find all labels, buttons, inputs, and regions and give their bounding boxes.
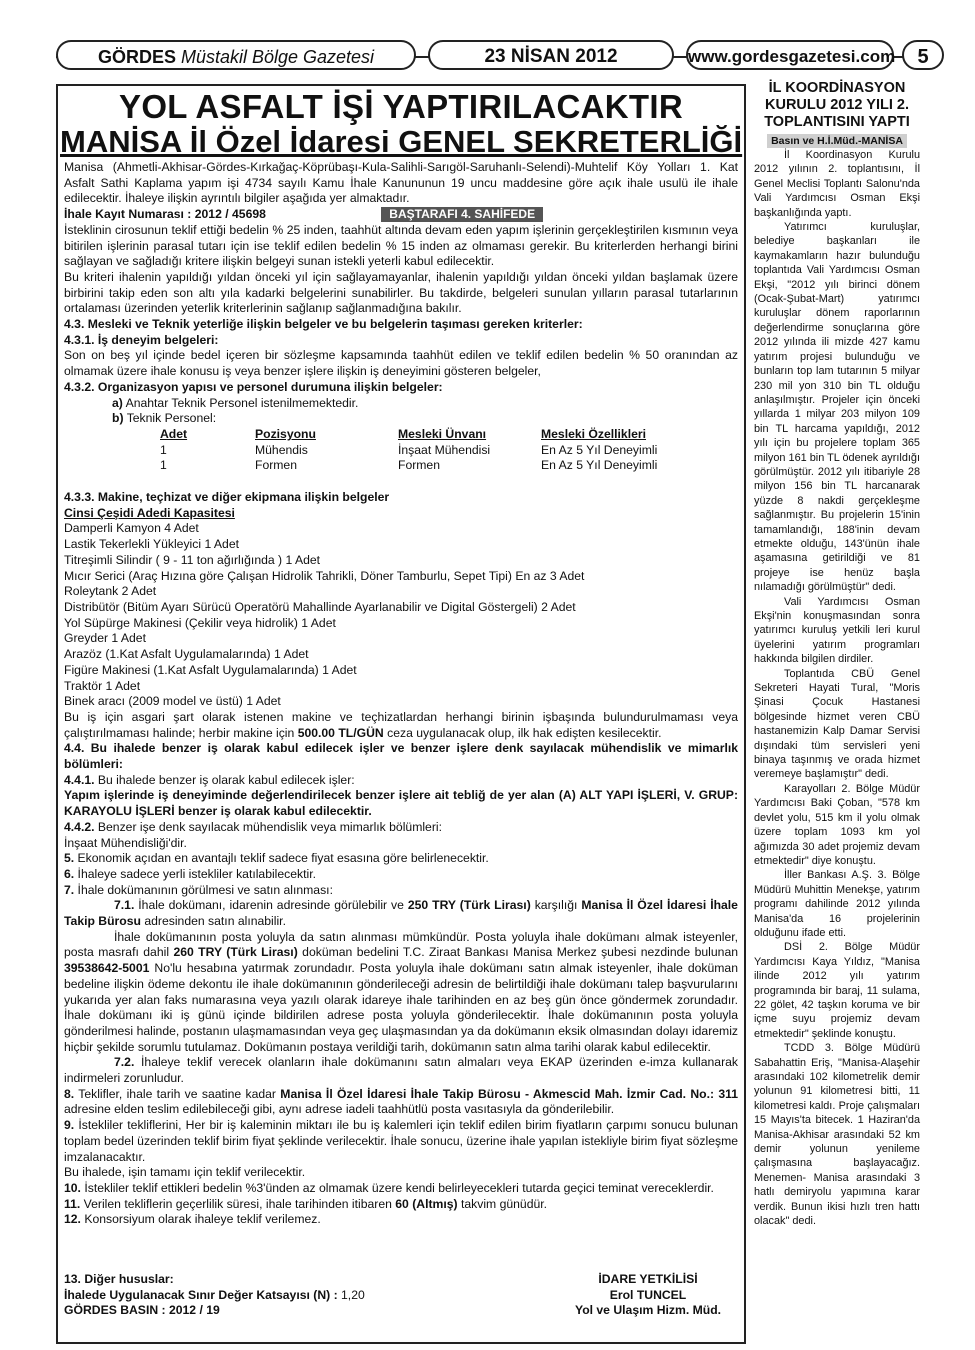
list-item: Mıcır Serici (Araç Hızına göre Çalışan Hidrolik Tahrikli, Döner Tamburlu, Sepet Tipi) En az 3 Adet bbox=[64, 568, 585, 583]
postal-c: No'lu hesabına yatırmak zorundadır. Posta yoluyla ihale dokümanı satın almak isteyenler, ihale doküman bedeline ilişkin ödeme dekontu ile ihale dokümanının gönderileceği adresin de belirtildiği ihale dokümanı talep başvurularını yukarıda yer alan faks numarasına veya yazılı olarak idareye ihale tarihinden en az beş gün önce göndermek zorundadır. İhale dokümanı iki iş günü içinde bildirilen adrese posta yoluyla gönderilecektir. İhale dokümanının posta yoluyla gönderilmesi halinde, postanın ulaşmamasından veya geç ulaşmasından ya da dokümanın eksik olmasından dolayı idaremiz hiçbir şekilde sorumlu tutulamaz. Dokümanın postaya verildiği tarih, dokümanın satın alma tarihi olarak kabul edilecektir. bbox=[64, 961, 738, 1054]
postal-fee: 260 TRY (Türk Lirası) bbox=[173, 945, 298, 960]
item-b-text: Teknik Personel: bbox=[126, 411, 217, 426]
list-item: Titreşimli Silindir ( 9 - 11 ton ağırlığında ) 1 Adet bbox=[64, 552, 321, 567]
continued-badge: BAŞTARAFI 4. SAHİFEDE bbox=[381, 207, 543, 222]
paragraph-criteria: Bu kriteri ihalenin yapıldığı yıldan önceki yıl için sağlayamayanlar, ihalenin yapıldığı yıldan önceki yıldan başlamak üzere birbirini takip eden son altı yıla kadarki belgelerini sunabilirler. Bu takdirde, belgeleri sunulan yılların parasal tutarlarının ortalaması üzerinden yeterlik kriterlerinin sağlanıp sağlanmadığına bakılır. bbox=[64, 269, 738, 316]
list-item: Distribütör (Bitüm Ayarı Sürücü Operatörü Mahallinde Ayarlanabilir ve Digital Göstergeli) 2 Adet bbox=[64, 599, 576, 614]
table-cell: 1 bbox=[160, 458, 167, 473]
side-paragraph: Vali Yardımcısı Osman Ekşi'nin konuşmasından sonra yatırımcı kuruluş yetkili leri kurul üyelerini yatırım programları hakkında bilgilen dirdiler. bbox=[754, 595, 920, 666]
table-cell: En Az 5 Yıl Deneyimli bbox=[541, 442, 658, 457]
issue-date: 23 NİSAN 2012 bbox=[428, 40, 674, 70]
registration-number: : 2012 / 45698 bbox=[187, 207, 266, 222]
item-b bbox=[64, 411, 738, 427]
bank-account: 39538642-5001 bbox=[64, 961, 150, 976]
item-a-text: Anahtar Teknik Personel istenilmemektedir. bbox=[125, 395, 359, 410]
side-article-title: İL KOORDİNASYON KURULU 2012 YILI 2. TOPLANTISINI YAPTI bbox=[764, 80, 910, 130]
postal-paragraph bbox=[64, 930, 738, 1056]
penalty-paragraph bbox=[64, 710, 738, 741]
table-cell: 1 bbox=[160, 442, 167, 457]
item-5 bbox=[64, 851, 738, 867]
item-6 bbox=[64, 867, 738, 883]
item-12 bbox=[64, 1212, 738, 1228]
side-byline-wrap bbox=[754, 131, 920, 149]
paper-name-rest: Müstakil Bölge Gazetesi bbox=[180, 47, 375, 67]
page-header bbox=[56, 40, 929, 74]
signature-role: Yol ve Ulaşım Hizm. Müd. bbox=[574, 1303, 722, 1318]
item-9-text: İstekliler tekliflerini, Her bir iş kaleminin miktarı ile bu iş kalemleri için teklif edilen birim fiyatların çarpımı sonucu bulunan toplam bedel üzerinden teklif birim fiyat şeklinde verilecektir. İhale sonucu, üzerine ihale yapılan istekliyle birim fiyat sözleşme imzalanacaktır. bbox=[64, 1118, 739, 1164]
item-9-num: 9. bbox=[64, 1118, 75, 1133]
staff-col-count: Adet bbox=[160, 426, 188, 441]
item-6-text: İhaleye sadece yerli istekliler katılabilecektir. bbox=[74, 866, 316, 881]
item-7-2-text: İhaleye teklif verecek olanların ihale dokümanını satın almaları veya EKAP üzerinden e-imza kullanarak indirmeleri zorunludur. bbox=[64, 1055, 738, 1086]
item-7-1 bbox=[64, 898, 738, 929]
side-paragraph: İller Bankası A.Ş. 3. Bölge Müdürü Muhittin Menekşe, yatırım programı dahilinde 2012 yılında Manisa'da 16 projelerinin olduğunu ifade etti. bbox=[754, 869, 920, 939]
item-11-b: takvim günüdür. bbox=[457, 1196, 548, 1211]
penalty-amount: 500.00 TL/GÜN bbox=[297, 725, 384, 740]
registration-label: İhale Kayıt Numarası bbox=[64, 207, 184, 222]
item-11-a: Verilen tekliflerin geçerlilik süresi, ihale tarihinden itibaren bbox=[80, 1196, 396, 1211]
penalty-pre: Bu iş için asgari şart olarak istenen makine ve teçhizatlardan herhangi birinin işbaşında bulundurulmaması veya çalıştırılmaması halinde; herbir makine için bbox=[64, 709, 738, 740]
item-6-num: 6. bbox=[64, 866, 75, 881]
item-7-1-b: karşılığı bbox=[530, 898, 582, 913]
item-7 bbox=[64, 883, 738, 899]
staff-col-qualification: Mesleki Özellikleri bbox=[541, 426, 647, 441]
staff-col-position: Pozisyonu bbox=[255, 426, 316, 441]
table-row bbox=[160, 458, 701, 474]
item-5-text: Ekonomik açıdan en avantajlı teklif sadece fiyat esasına göre belirlenecektir. bbox=[74, 851, 489, 866]
item-10 bbox=[64, 1181, 738, 1197]
item-13: 13. Diğer hususlar: bbox=[64, 1272, 174, 1286]
side-paragraph: TCDD 3. Bölge Müdürü Sabahattin Eriş, "Manisa-Alaşehir arasındaki 102 kilometrelik demir yolunun 91 kilometresi bitti, 11 kilometresi kaldı. Proje çalışmaları 15 Mayıs'ta bitecek. 1 Haziran'da Manisa-Akhisar arasındaki 52 km demir yolunun yenileme çalışmasına başlayacağız. Menemen- Manisa arasındaki 3 hatlı demiryolu yapımına karar verdik. Bunun ikisi hızlı tren hattı olacak" dedi. bbox=[754, 1042, 920, 1228]
item-7-1-a: İhale dokümanı, idarenin adresinde görülebilir ve bbox=[134, 898, 408, 913]
item-4-4-2-value: İnşaat Mühendisliği'dir. bbox=[64, 835, 187, 850]
item-7-1-num: 7.1. bbox=[114, 898, 135, 913]
list-item: Damperli Kamyon 4 Adet bbox=[64, 521, 199, 536]
similar-work-paragraph: Yapım işlerinde iş deneyiminde değerlendirilecek benzer işlere ait tebliğ de yer alan (A) ALT YAPI İŞLERİ, V. GRUP: KARAYOLU İŞLERİ benzer iş olarak kabul edilecektir. bbox=[64, 788, 738, 819]
item-a-label: a) bbox=[112, 395, 123, 410]
tender-office: Manisa İl Özel İdaresi İhale Takip Bürosu bbox=[64, 898, 738, 929]
table-cell: İnşaat Mühendisi bbox=[398, 442, 491, 457]
side-article bbox=[754, 80, 920, 1228]
item-7-2 bbox=[64, 1055, 738, 1086]
item-7-num: 7. bbox=[64, 882, 75, 897]
item-4-4-2-text: Benzer işe denk sayılacak mühendislik veya mimarlık bölümleri: bbox=[94, 819, 442, 834]
list-item: Arazöz (1.Kat Asfalt Uygulamalarında) 1 Adet bbox=[64, 647, 309, 662]
list-item: Yol Süpürge Makinesi (Çekilir veya hidrolik) 1 Adet bbox=[64, 615, 336, 630]
heading-4-3-1: 4.3.1. İş deneyim belgeleri: bbox=[64, 332, 219, 347]
signature-block bbox=[558, 1272, 738, 1319]
list-item: Traktör 1 Adet bbox=[64, 678, 141, 693]
staff-table bbox=[160, 427, 701, 474]
item-8-b: adresine elden teslim edilebileceği gibi, aynı adrese iadeli taahhütlü posta vasıtasıyla da gönderilebilir. bbox=[64, 1102, 615, 1117]
item-7-2-num: 7.2. bbox=[114, 1055, 135, 1070]
coefficient-label: İhalede Uygulanacak Sınır Değer Katsayısı (N) : bbox=[64, 1287, 338, 1302]
item-8-a: Teklifler, ihale tarih ve saatine kadar bbox=[74, 1086, 281, 1101]
signature-title: İDARE YETKİLİSİ bbox=[598, 1272, 698, 1286]
press-code: GÖRDES BASIN : 2012 / 19 bbox=[64, 1303, 220, 1318]
item-4-4-1-text: Bu ihalede benzer iş olarak kabul edilecek işler: bbox=[94, 772, 355, 787]
item-9 bbox=[64, 1118, 738, 1165]
item-10-text: İstekliler teklif ettikleri bedelin %3'ünden az olmamak üzere kendi belirleyecekleri tutarda geçici teminat vereceklerdir. bbox=[80, 1181, 714, 1195]
paragraph-turnover: İsteklinin cirosunun teklif ettiği bedelin % 25 inden, taahhüt altında devam eden yapım işlerinin gerçekleştirilen kısmının veya bitirilen işlerinin parasal tutarı için ise teklif edilen bedelin % 15 inden az olmaması gerekir. Bu kriterlerden herhangi birini sağlayan ve sağladığı kritere ilişkin belgeyi sunan istekli yeterli kabul edilecektir. bbox=[64, 222, 738, 269]
equipment-header: Cinsi Çeşidi Adedi Kapasitesi bbox=[64, 505, 235, 520]
article-body bbox=[64, 160, 738, 1228]
staff-col-title: Mesleki Ünvanı bbox=[398, 426, 487, 441]
penalty-post: ceza uygulanacak olup, ilk hak edişten kesilecektir. bbox=[383, 725, 662, 740]
table-cell: Mühendis bbox=[255, 442, 308, 457]
article-subtitle: MANİSA İl Özel İdaresi GENEL SEKRETERLİĞİ bbox=[60, 124, 743, 159]
page-number: 5 bbox=[902, 40, 944, 70]
side-paragraph: Karayolları 2. Bölge Müdür Yardımcısı Baki Çoban, "578 km devlet yolu, 515 km il yolu olmak üzere toplam 1093 km yol ağımızda 30 adet projemiz devam etmektedir" diye konuştu. bbox=[754, 782, 920, 867]
list-item: Roleytank 2 Adet bbox=[64, 584, 157, 599]
side-paragraph: DSİ 2. Bölge Müdür Yardımcısı Kaya Yıldız, "Manisa ilinde 2012 yılı yatırım programında bir baraj, 11 sulama, 22 gölet, 42 taşkın koruma ve bir içme suyu projemiz devam etmektedir" şeklinde konuştu. bbox=[754, 941, 920, 1040]
item-4-4-2 bbox=[64, 820, 738, 836]
footer-left bbox=[64, 1272, 534, 1319]
coefficient-value: 1,20 bbox=[337, 1287, 365, 1302]
item-5-num: 5. bbox=[64, 851, 75, 866]
item-12-num: 12. bbox=[64, 1212, 81, 1227]
coefficient-line bbox=[64, 1288, 534, 1304]
paper-name bbox=[56, 40, 416, 70]
table-cell: Formen bbox=[255, 458, 297, 473]
spacer bbox=[64, 474, 738, 490]
item-11-num: 11. bbox=[64, 1196, 81, 1211]
item-a bbox=[64, 396, 738, 412]
heading-4-3-3: 4.3.3. Makine, teçhizat ve diğer ekipmana ilişkin belgeler bbox=[64, 490, 390, 505]
item-11 bbox=[64, 1197, 738, 1213]
side-paragraph: Yatırımcı kuruluşlar, belediye başkanları ile kaymakamların hazır bulunduğu toplantıda Vali Yardımcısı Osman Ekşi, "2012 yılı birinci dönem (Ocak-Şubat-Mart) yatırımcı kuruluşlar dönem raporlarının değerlendirme sonuçlarına göre 2012 yılında ili mizde 427 kamu yatırım projesi bulunduğu ve bunların top lam tutarının 5 milyar 230 mil yon 310 bin TL olduğu anlaşılmıştır. Projeler için önceki yıllarda 1 milyar 203 milyon 109 bin TL harcama yapıldığı, 2012 yılı için bu projelere toplam 365 milyon 161 bin TL ödenek ayrıldığı görülmüştür. 2012 yılı itibariyle 28 milyon 156 bin TL harcanarak yüzde 8 nakdi gerçekleşme sağlanmıştır. Bu projelerin 15'inin tamamlandığı, 188'inin devam etmekte olduğu, 143'ünün ihale aşamasına getirildiği ve 81 projeye ise henüz başla nılamadığı görülmüştür" dedi. bbox=[754, 221, 920, 594]
item-10-num: 10. bbox=[64, 1181, 81, 1195]
document-fee: 250 TRY (Türk Lirası) bbox=[407, 898, 531, 913]
postal-b: doküman bedelini T.C. Ziraat Bankası Manisa Merkez şubesi nezdinde bulunan bbox=[297, 945, 738, 960]
staff-header-row bbox=[160, 427, 701, 443]
item-7-text: İhale dokümanının görülmesi ve satın alınması: bbox=[74, 882, 333, 897]
side-paragraph: İl Koordinasyon Kurulu 2012 yılının 2. toplantısını, İl Genel Meclisi Toplantı Salonu'nda Vali Yardımcısı Osman Ekşi başkanlığında yaptı. bbox=[754, 149, 920, 219]
item-8 bbox=[64, 1087, 738, 1118]
item-b-label: b) bbox=[112, 411, 124, 426]
heading-4-3: 4.3. Mesleki ve Teknik yeterliğe ilişkin belgeler ve bu belgelerin taşıması gereken kriterler: bbox=[64, 317, 583, 332]
list-item: Lastik Tekerlekli Yükleyici 1 Adet bbox=[64, 537, 240, 552]
item-4-4-2-num: 4.4.2. bbox=[64, 819, 95, 834]
table-row bbox=[160, 443, 701, 459]
table-cell: Formen bbox=[398, 458, 440, 473]
item-12-text: Konsorsiyum olarak ihaleye teklif verilemez. bbox=[80, 1212, 321, 1227]
list-item: Binek aracı (2009 model ve üstü) 1 Adet bbox=[64, 694, 281, 709]
list-item: Figüre Makinesi (1.Kat Asfalt Uygulamalarında) 1 Adet bbox=[64, 662, 357, 677]
partial-bid-line: Bu ihalede, işin tamamı için teklif verilecektir. bbox=[64, 1165, 306, 1180]
website-link[interactable]: www.gordesgazetesi.com bbox=[686, 40, 894, 70]
article-title: YOL ASFALT İŞİ YAPTIRILACAKTIR bbox=[119, 88, 683, 125]
delivery-address: Manisa İl Özel İdaresi İhale Takip Bürosu - Akmescid Mah. İzmir Cad. No.: 311 bbox=[280, 1086, 739, 1101]
registration-line bbox=[64, 207, 738, 223]
postal-a: İhale dokümanının posta yoluyla da satın alınması mümkündür. Posta yoluyla ihale dokümanı almak isteyenler, posta masrafı dahil bbox=[64, 929, 738, 960]
heading-4-3-2: 4.3.2. Organizasyon yapısı ve personel durumuna ilişkin belgeler: bbox=[64, 379, 443, 394]
side-article-body bbox=[754, 148, 920, 1228]
item-4-4-1 bbox=[64, 773, 738, 789]
validity-days: 60 (Altmış) bbox=[395, 1196, 458, 1211]
intro-paragraph: Manisa (Ahmetli-Akhisar-Gördes-Kırkağaç-Köprübaşı-Kula-Salihli-Sarıgöl-Saruhanlı-Selendi)-Muhtelif Köy Yolları 1. Kat Asfalt Sathi Kaplama yapım işi 4734 sayılı Kamu İhale Kanununun 19 uncu maddesine göre açık ihale usulü ile ihale edilecektir. İhaleye ilişkin ayrıntılı bilgiler aşağıda yer almaktadır. bbox=[64, 160, 738, 206]
table-cell: En Az 5 Yıl Deneyimli bbox=[541, 458, 658, 473]
paper-name-bold: GÖRDES bbox=[97, 47, 176, 67]
signature-name: Erol TUNCEL bbox=[609, 1287, 687, 1302]
item-4-4-1-num: 4.4.1. bbox=[64, 772, 95, 787]
paragraph-4-3-1: Son on beş yıl içinde bedel içeren bir sözleşme kapsamında taahhüt edilen ve teklif edilen bedelin % 50 oranından az olmamak üzere ihale konusu iş veya benzer işlere ilişkin iş deneyimini gösteren belgeler, bbox=[64, 348, 738, 379]
item-8-num: 8. bbox=[64, 1086, 75, 1101]
heading-4-4: 4.4. Bu ihalede benzer iş olarak kabul edilecek işler ve benzer işlere denk sayılacak mühendislik ve mimarlık bölümleri: bbox=[64, 741, 738, 772]
side-paragraph: Toplantıda CBÜ Genel Sekreteri Hayati Tural, "Moris Şinasi Çocuk Hastanesi bölgesinde hizmet veren CBÜ hastanemizin Kalp Damar Servisi dışındaki tüm servisleri yeni binaya taşınmış ve orada hizmet veremeye başlamıştır" dedi. bbox=[754, 667, 920, 781]
item-7-1-c: adresinden satın alınabilir. bbox=[140, 914, 286, 929]
side-byline: Basın ve H.İ.Müd.-MANİSA bbox=[767, 134, 907, 148]
list-item: Greyder 1 Adet bbox=[64, 631, 146, 646]
